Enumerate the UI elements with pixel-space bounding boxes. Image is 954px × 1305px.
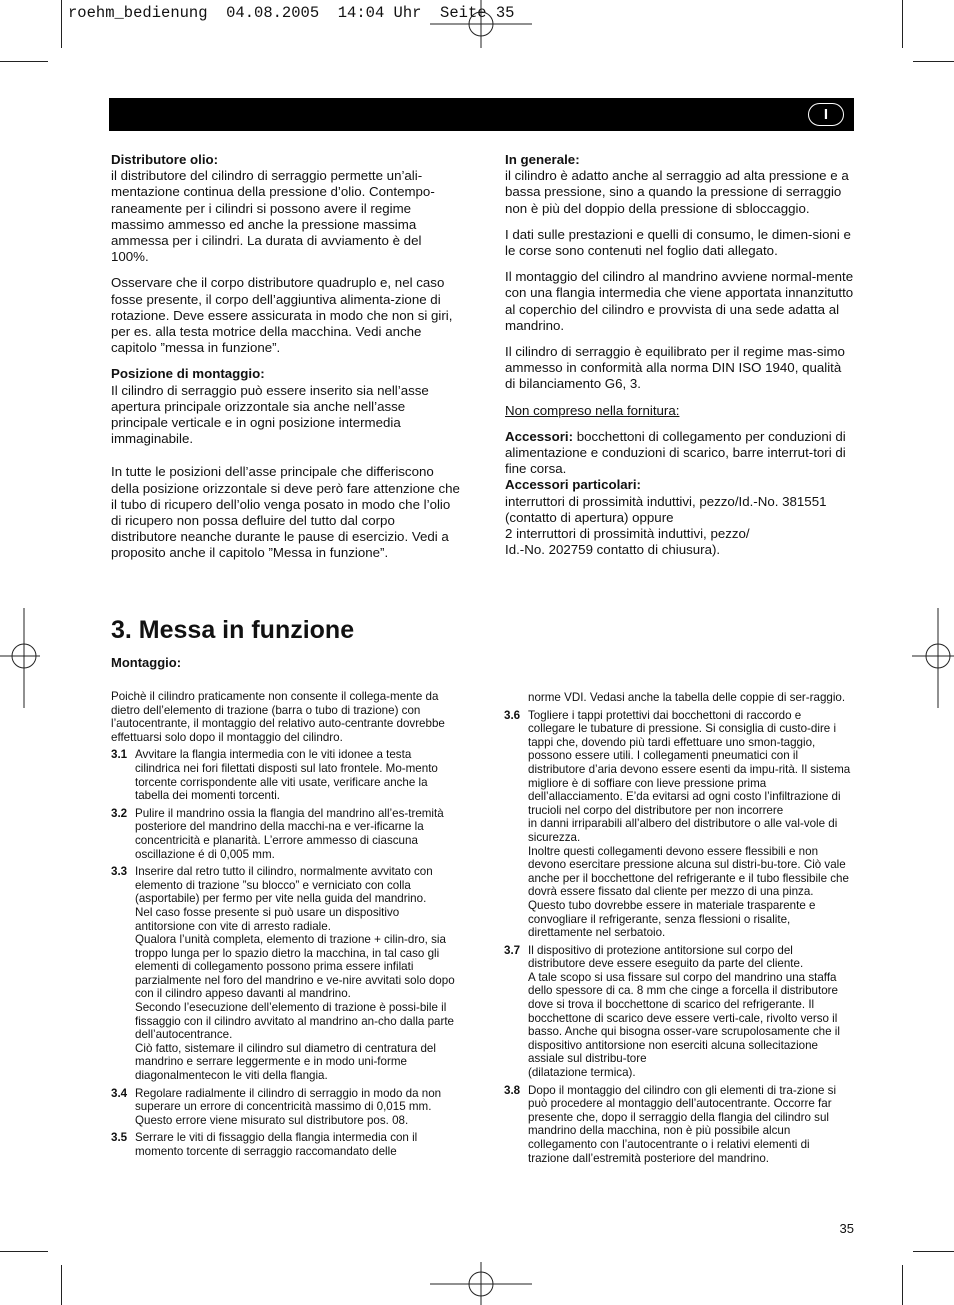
registration-mark-left — [0, 608, 40, 708]
intro-paragraph: Poichè il cilindro praticamente non consente il collega-mente da dietro dell’elemento di trazione (barra o tubo di trazione) con l’autocentrante, il montaggio del relativo auto-centrante dovrebbe effettuarsi solo dopo il montaggio del cilindro. — [111, 690, 445, 744]
step-text: Inoltre questi collegamenti devono essere flessibili e non devono esercitare pressione alcuna sul distri-bu-tore. Ciò vale anche per il bocchettone del refrigerante e il tubo flessibile che dovrà essere fissato dal cliente per mezzo di una pinza. Questo tubo dovrebbe essere in materiale trasparente e convogliare il refrigerante, senza flessioni o risalite, direttamente nel serbatoio. — [528, 844, 849, 940]
step-number: 3.2 — [111, 806, 128, 820]
step-text: A tale scopo si usa fissare sul corpo del mandrino una staffa dello spessore di ca. 8 mm che cinge a forcella il distributore dove si trova il bocchettone di scarico del refrigerante. Il bocchettone di scarico deve essere verti-cale, rivolto verso il basso. Anche qui bisogna osser-vare scrupolosamente che il dispositivo antitorsione non eserciti alcuna sollecitazione assiale sul distribu-tore — [528, 970, 840, 1066]
paragraph: Il cilindro di serraggio può essere inserito sia nell’asse apertura principale orizzontale sia anche nell’asse principale verticale e in ogni posizione intermedia immaginabile. — [111, 382, 429, 447]
crop-mark — [913, 1251, 954, 1252]
step-3-5-continuation: norme VDI. Vedasi anche la tabella delle coppie di ser-raggio. — [528, 691, 846, 704]
language-badge: I — [808, 103, 844, 126]
paragraph: il distributore del cilindro di serraggio permette un’ali-mentazione continua della pressione d’olio. Contempo-raneamente per i cilindri si possono avere il regime massimo ammesso ed anche la pressione massima ammessa per i cilindri. La durata di avviamento è del 100%. — [111, 168, 435, 265]
accessories-paragraph — [505, 429, 855, 478]
step-3-7 — [504, 944, 851, 1080]
step-3-1 — [111, 748, 456, 802]
registration-mark-bottom — [430, 1262, 532, 1305]
special-accessories-line: (contatto di apertura) oppure — [505, 509, 674, 525]
section-subtitle: Montaggio: — [111, 655, 182, 670]
step-text: Avvitare la flangia intermedia con le viti idonee a testa cilindrica nei fori filettati disposti sul lato frontele. Mo-mento torcente corrispondente alle viti usate, verificare anche la tabella dei momenti torcenti. — [135, 748, 438, 803]
accessories-text: bocchettoni di collegamento per conduzioni di alimentazione e conduzioni di scarico, barre interrut-tori di fine corsa. — [505, 428, 846, 477]
step-number: 3.1 — [111, 748, 128, 762]
special-accessories-line: Id.-No. 202759 contatto di chiusura). — [505, 542, 721, 558]
section-title: 3. Messa in funzione — [111, 616, 355, 644]
paragraph: il cilindro è adatto anche al serraggio ad alta pressione e a bassa pressione, sino a quando la pressione di serraggio non è più del doppio della pressione di sbloccaggio. — [505, 168, 849, 216]
step-number: 3.4 — [111, 1086, 128, 1100]
paragraph: Il cilindro di serraggio è equilibrato per il regime mas-simo ammesso in conformità alla norma DIN ISO 1940, qualità di bilanciamento G6, 3. — [505, 344, 845, 392]
crop-mark — [902, 0, 903, 48]
crop-mark — [902, 1265, 903, 1305]
paragraph: I dati sulle prestazioni e quelli di consumo, le dimen-sioni e le corse sono contenuti nel foglio dati allegato. — [505, 226, 851, 259]
heading-generale: In generale: — [505, 152, 580, 167]
step-number: 3.6 — [504, 708, 521, 722]
crop-mark — [0, 61, 48, 62]
crop-mark — [913, 61, 954, 62]
step-number: 3.8 — [504, 1083, 521, 1097]
step-text: Nel caso fosse presente si può usare un dispositivo antitorsione con vite di arresto radiale. — [135, 905, 400, 933]
step-3-2 — [111, 807, 456, 861]
page-number: 35 — [839, 1221, 854, 1236]
step-3-8 — [504, 1084, 851, 1166]
step-text: Regolare radialmente il cilindro di serraggio in modo da non superare un errore di concentricità massimo di 0,015 mm. Questo errore viene misurato sul distributore pos. 08. — [135, 1086, 442, 1127]
heading-distributore: Distributore olio: — [111, 152, 219, 167]
header-bar — [109, 98, 854, 131]
step-text: Secondo l’esecuzione dell’elemento di trazione è possi-bile il fissaggio con il cilindro avvitato al mandrino an-cho dalla parte dell’autocentrance. — [135, 1001, 455, 1042]
crop-mark — [0, 1251, 48, 1252]
step-3-6 — [504, 709, 851, 940]
step-text: in danni irriparabili all’albero del distributore o alle val-vole di sicurezza. — [528, 817, 838, 844]
special-accessories-line: interruttori di prossimità induttivi, pezzo/Id.-No. 381551 — [505, 493, 827, 509]
step-number: 3.3 — [111, 865, 128, 879]
paragraph: In tutte le posizioni dell’asse principale che differiscono della posizione orizzontale si deve però fare attenzione che il tubo di ricupero dell’olio venga posato in modo che l’olio di ricupero non possa defluire del tutto dal corpo distributore neanche durante le pause di esercizio. Vedi a proposito anche il capitolo ”Messa in funzione”. — [111, 464, 460, 561]
upper-right-column — [505, 152, 855, 558]
lower-left-column — [111, 690, 456, 1163]
step-3-5 — [111, 1131, 456, 1158]
upper-left-column — [111, 152, 461, 572]
underlined-note: Non compreso nella fornitura: — [505, 402, 680, 418]
special-accessories-line: 2 interruttori di prossimità induttivi, pezzo/ — [505, 526, 750, 542]
step-text: (dilatazione termica). — [528, 1066, 636, 1080]
step-text: Pulire il mandrino ossia la flangia del mandrino all’es-tremità posteriore del mandrino della macchi-na e ver-ificarne la concentricità e planarità. L’errore ammesso di ciascuna oscillazione é di 0,005 mm. — [135, 806, 444, 861]
step-text: Dopo il montaggio del cilindro con gli elementi di tra-zione si può procedere al montaggio dell’autocentrante. Occorre far presente che, dopo il serraggio della flangia del cilindro sul mandrino della macchina, non è più possibile alcun collegamento con l’autocentrante o i relativi elementi di trazione dall’estremità posteriore del mandrino. — [528, 1083, 837, 1165]
step-number: 3.5 — [111, 1131, 128, 1145]
step-text: Qualora l’unità completa, elemento di trazione + cilin-dro, sia troppo lunga per lo spazio dietro la macchina, in tal caso gli elementi di collegamento possono prima essere infilati parzialmente nel foro del mandrino e ve-nire avvitati solo dopo con il cilindro appeso davanti al mandrino. — [135, 933, 455, 1001]
step-3-4 — [111, 1087, 456, 1128]
crop-mark — [61, 0, 62, 48]
step-number: 3.7 — [504, 943, 521, 957]
accessories-label: Accessori: — [505, 428, 573, 444]
step-text: Serrare le viti di fissaggio della flangia intermedia con il momento torcente di serraggio raccomandato delle — [135, 1131, 418, 1158]
paragraph: Osservare che il corpo distributore quadruplo e, nel caso fosse presente, il corpo dell’aggiuntiva alimenta-zione di rotazione. Deve essere assicurata in modo che non si giri, per es. alla testa motrice della macchina. Vedi anche capitolo ”messa in funzione”. — [111, 275, 453, 356]
crop-mark — [61, 1265, 62, 1305]
paragraph: Il montaggio del cilindro al mandrino avviene normal-mente con una flangia intermedia che viene apportata innanzitutto al coperchio del cilindro e provvista di una sede adatta al mandrino. — [505, 269, 854, 333]
step-text: Togliere i tappi protettivi dai bocchettoni di raccordo e collegare le tubature di pressione. Si consiglia di custo-dire i tappi che, dovendo più tardi effettuare uno smon-taggio, possono essere utili. I collegamenti pneumatici con il distributore d’aria devono essere esenti da impu-rità. Il sistema migliore è di soffiare con lieve pressione prima dell’allacciamento. E’da evitarsi ad ogni costo l’infiltrazione di trucioli nel corpo del distributore per non incorrere — [528, 708, 851, 817]
registration-mark-right — [912, 608, 954, 708]
print-slug: roehm_bedienung 04.08.2005 14:04 Uhr Seite 35 — [68, 4, 515, 22]
lower-right-column — [504, 691, 851, 1169]
step-text: Il dispositivo di protezione antitorsione sul corpo del distributore deve essere eseguito da parte del cliente. — [528, 943, 804, 971]
heading-posizione: Posizione di montaggio: — [111, 366, 265, 382]
registration-mark-top — [430, 0, 532, 50]
special-accessories-label: Accessori particolari: — [505, 477, 641, 493]
step-text: Inserire dal retro tutto il cilindro, normalmente avvitato con elemento di trazione ”su blocco” e verniciato con colla (asportabile) per fermo per vite nella guida del mandrino. — [135, 865, 433, 906]
step-text: Ciò fatto, sistemare il cilindro sul diametro di centratura del mandrino e serrare leggermente e in modo uni-forme diagonalmentecon le viti della flangia. — [135, 1041, 436, 1083]
step-3-3 — [111, 865, 456, 1083]
